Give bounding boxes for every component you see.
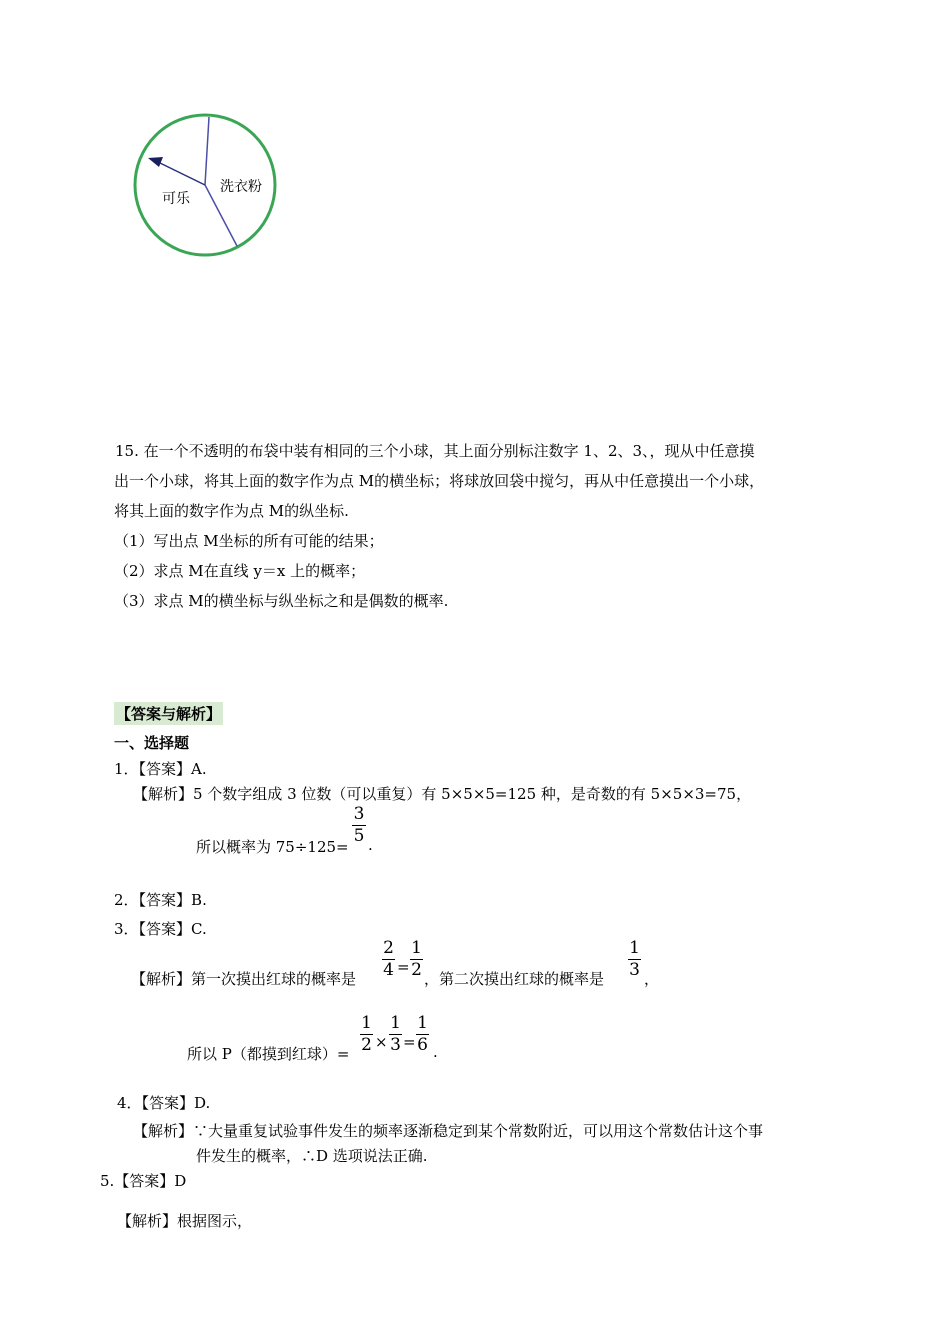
fraction-denominator: 3 — [390, 1035, 401, 1055]
section-title: 一、选择题 — [114, 734, 190, 752]
q15-sub2: （2）求点 M在直线 y＝x 上的概率； — [114, 562, 366, 580]
spinner-divider-top — [205, 117, 209, 185]
answer-3-explanation-a: 【解析】第一次摸出红球的概率是 — [131, 970, 357, 988]
q15-sub3: （3）求点 M的横坐标与纵坐标之和是偶数的概率. — [114, 592, 449, 610]
answer-5-explanation: 【解析】根据图示， — [117, 1212, 253, 1230]
fraction-1-2 — [410, 940, 423, 979]
fraction-denominator: 2 — [361, 1035, 372, 1055]
fraction-1-2-b — [360, 1015, 373, 1054]
q15-sub1: （1）写出点 M坐标的所有可能的结果； — [114, 532, 384, 550]
answer-5: 5.【答案】D — [100, 1172, 187, 1190]
spinner-pointer — [160, 163, 205, 185]
answer-1-period: . — [368, 836, 373, 854]
fraction-numerator: 1 — [411, 938, 422, 958]
answer-1: 1．【答案】A. — [114, 760, 207, 778]
fraction-denominator: 6 — [417, 1035, 428, 1055]
fraction-denominator: 3 — [629, 960, 640, 980]
q15-line3: 将其上面的数字作为点 M的纵坐标. — [114, 502, 349, 520]
answer-4: 4．【答案】D. — [117, 1094, 211, 1112]
fraction-1-3 — [628, 940, 641, 979]
fraction-numerator: 1 — [417, 1013, 428, 1033]
fraction-denominator: 2 — [411, 960, 422, 980]
answer-4-explanation-2: 件发生的概率，∴D 选项说法正确. — [196, 1147, 428, 1165]
answer-3-explanation-c: ， — [644, 970, 660, 988]
answer-1-explanation: 【解析】5 个数字组成 3 位数（可以重复）有 5×5×5=125 种，是奇数的有 5×5×3=75， — [133, 785, 752, 803]
fraction-denominator: 4 — [383, 960, 394, 980]
fraction-numerator: 2 — [383, 938, 394, 958]
times-sign: × — [375, 1033, 388, 1051]
answer-2: 2．【答案】B. — [114, 891, 207, 909]
fraction-1-3-b — [389, 1015, 402, 1054]
fraction-denominator: 5 — [353, 826, 365, 846]
spinner-label-detergent: 洗衣粉 — [220, 179, 262, 195]
answer-3-explanation-2: 所以 P（都摸到红球）= — [187, 1045, 350, 1063]
fraction-2-4 — [382, 940, 395, 979]
fraction-numerator: 1 — [361, 1013, 372, 1033]
answer-3: 3．【答案】C. — [114, 920, 207, 938]
equals-sign: = — [397, 958, 410, 976]
answers-header: 【答案与解析】 — [114, 702, 223, 725]
spinner-label-cola: 可乐 — [162, 191, 190, 207]
spinner-diagram — [128, 110, 288, 260]
fraction-1-6 — [416, 1015, 429, 1054]
q15-line1: 15. 在一个不透明的布袋中装有相同的三个小球，其上面分别标注数字 1、2、3、，现从中任意摸 — [115, 442, 755, 460]
answer-3-explanation-b: ，第二次摸出红球的概率是 — [424, 970, 605, 988]
equals-sign-2: = — [403, 1033, 416, 1051]
fraction-3-5 — [352, 806, 366, 845]
fraction-numerator: 3 — [353, 804, 365, 824]
answer-3-period: . — [433, 1043, 438, 1061]
fraction-numerator: 1 — [390, 1013, 401, 1033]
spinner-arrowhead-icon — [148, 157, 163, 167]
q15-line2: 出一个小球，将其上面的数字作为点 M的横坐标；将球放回袋中搅匀，再从中任意摸出一个小球， — [114, 472, 765, 490]
answer-1-explanation-2: 所以概率为 75÷125= — [196, 838, 349, 856]
answer-4-explanation-1: 【解析】∵大量重复试验事件发生的频率逐渐稳定到某个常数附近，可以用这个常数估计这个事 — [133, 1122, 764, 1140]
fraction-numerator: 1 — [629, 938, 640, 958]
